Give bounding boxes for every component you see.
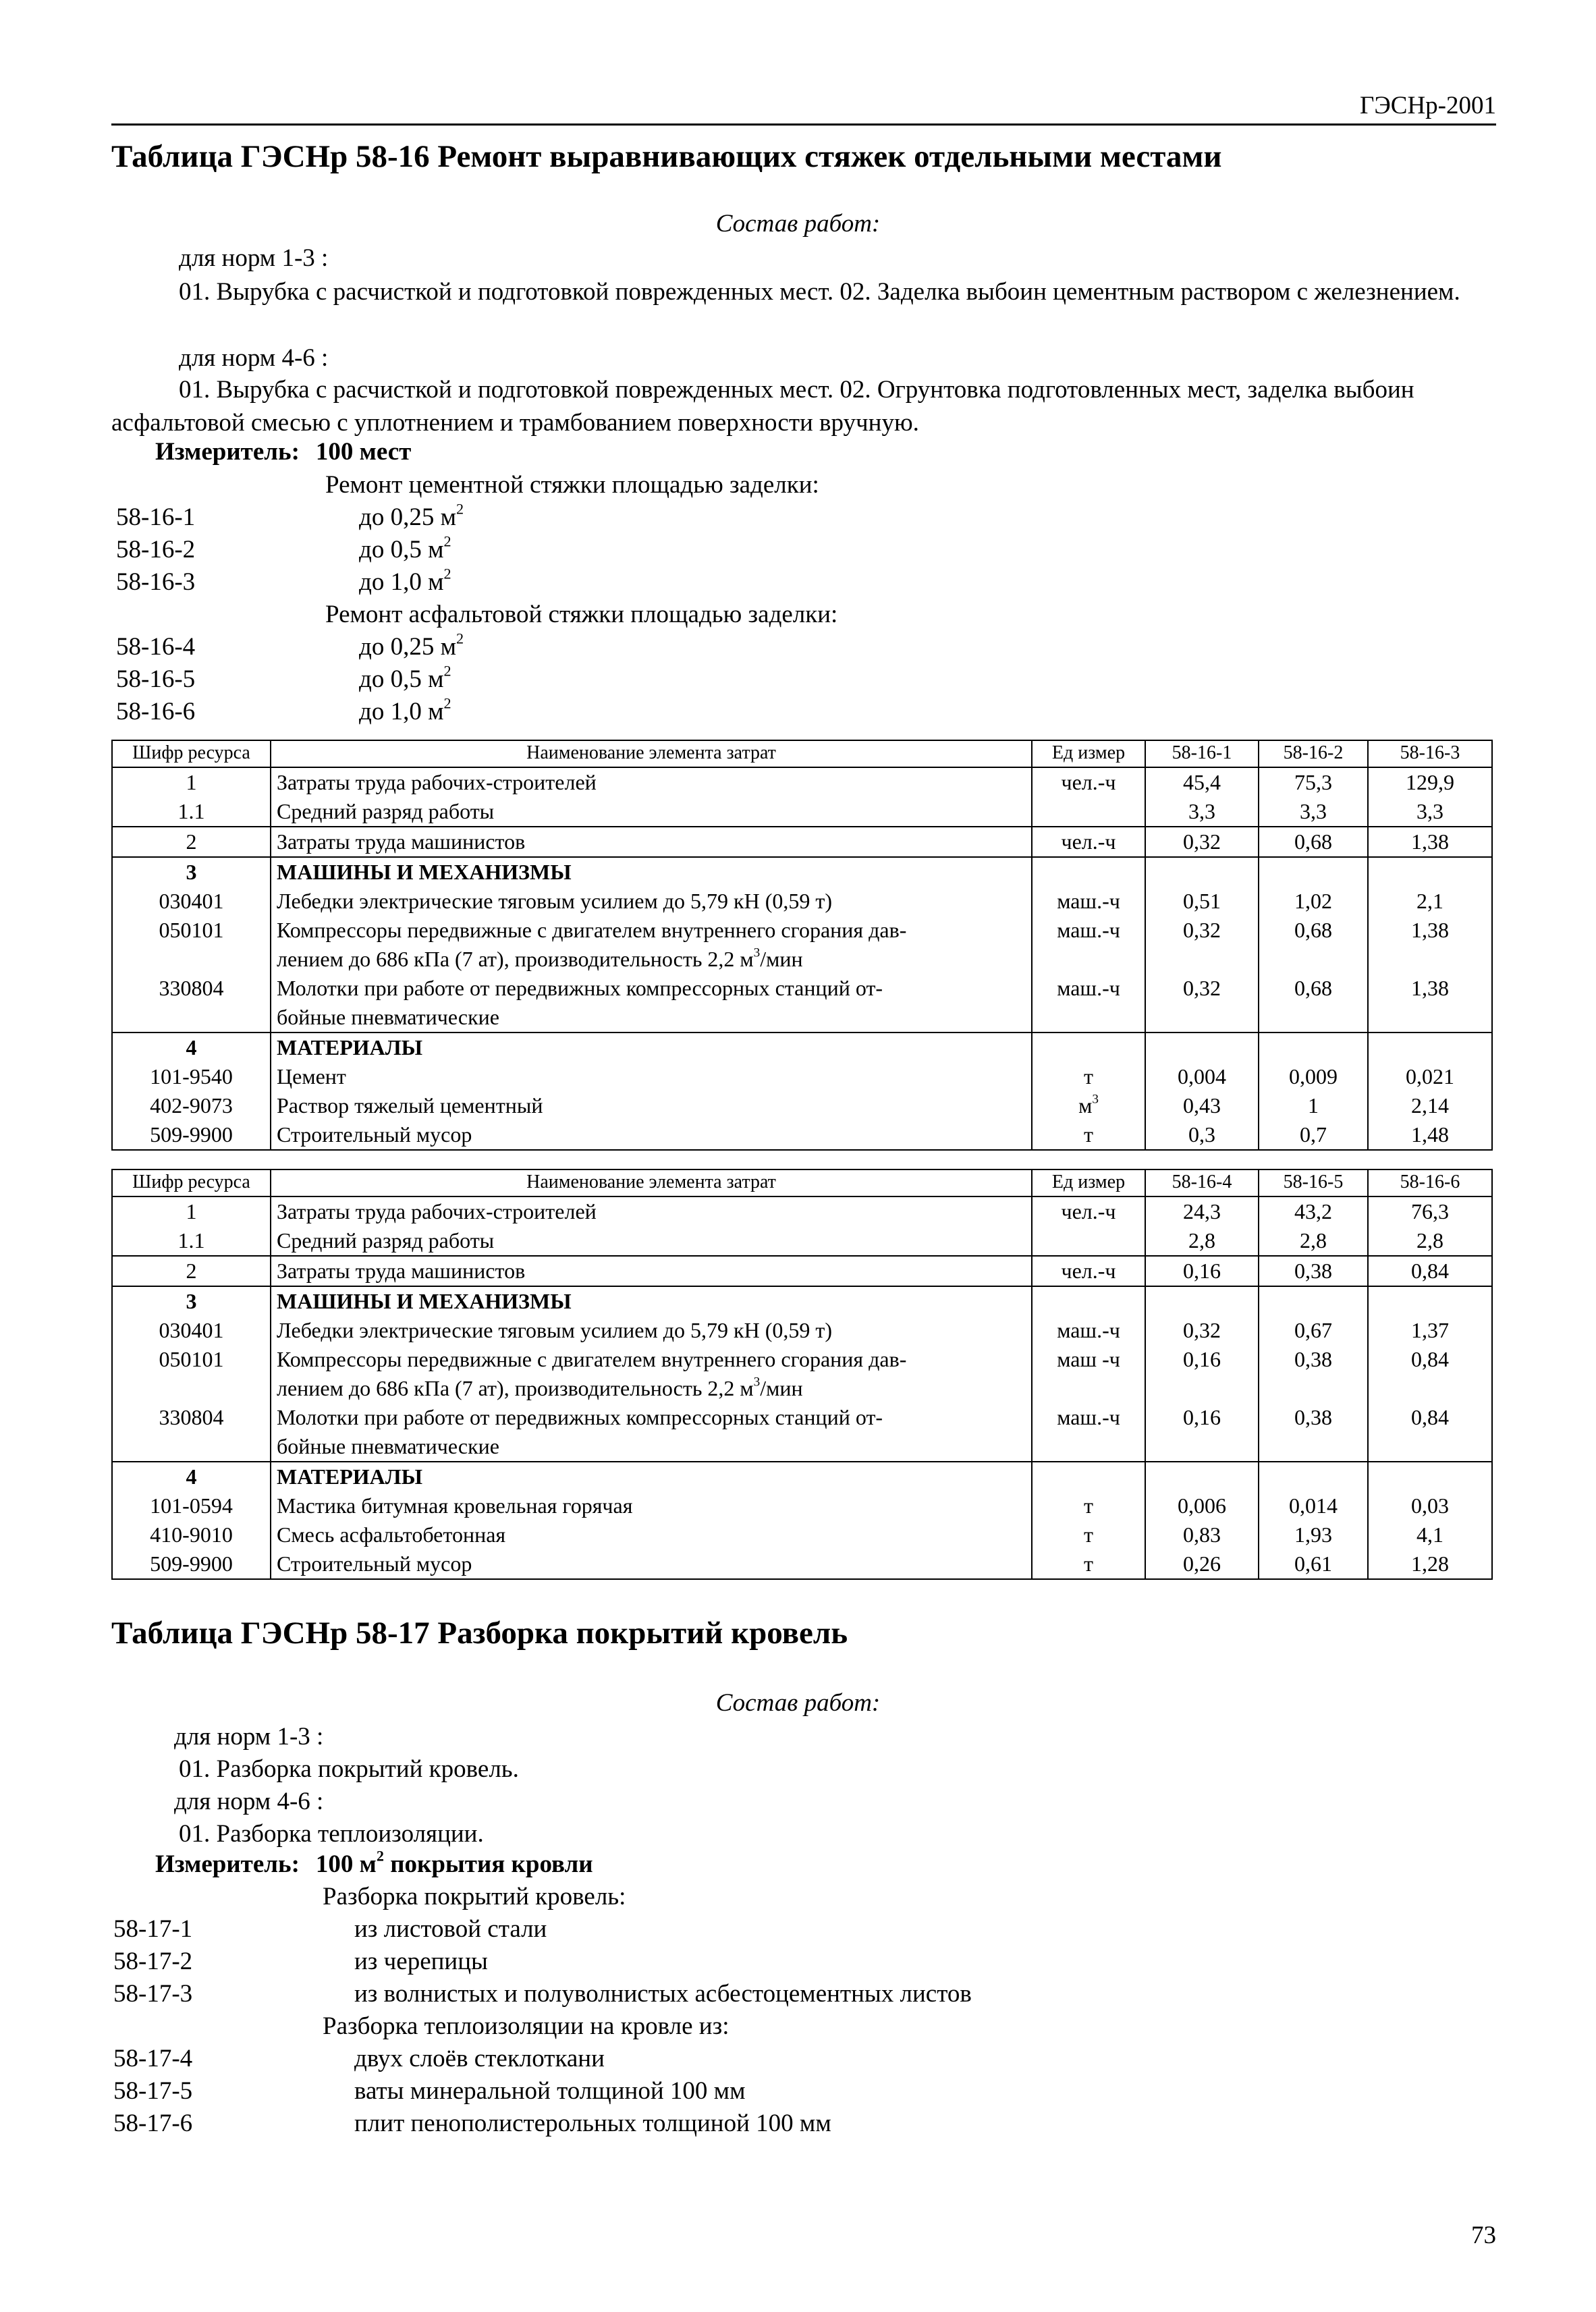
cell-name-line: бойные пневматические bbox=[277, 1434, 499, 1458]
section-title: МАШИНЫ И МЕХАНИЗМЫ bbox=[271, 1286, 1032, 1316]
cell-empty bbox=[1368, 857, 1492, 887]
col-header-norm: 58-16-4 bbox=[1145, 1169, 1259, 1196]
cell-code: 330804 bbox=[112, 1403, 271, 1462]
norm-code: 58-16-2 bbox=[116, 536, 196, 563]
measure-label: Измеритель: bbox=[155, 438, 300, 466]
cell-value: 0,16 bbox=[1145, 1345, 1259, 1403]
work-1-3-text bbox=[111, 275, 1496, 308]
norm-text: из черепицы bbox=[354, 1948, 488, 1975]
cell-code: 2 bbox=[112, 1256, 271, 1286]
norm-text-sup: 2 bbox=[443, 565, 451, 582]
cell-empty bbox=[1032, 1462, 1145, 1491]
cell-unit-text: м bbox=[1078, 1093, 1093, 1118]
cell-unit: чел.-ч bbox=[1032, 1256, 1145, 1286]
col-header-unit: Ед измер bbox=[1032, 1169, 1145, 1196]
cell-name: Лебедки электрические тяговым усилием до 5,79 кН (0,59 т) bbox=[271, 887, 1032, 916]
norm-code: 58-16-6 bbox=[116, 698, 196, 725]
cell-name: Смесь асфальтобетонная bbox=[271, 1520, 1032, 1549]
cell-name-line: Компрессоры передвижные с двигателем внутреннего сгорания дав- bbox=[277, 918, 907, 942]
cell-empty bbox=[1259, 1462, 1368, 1491]
cell-name: Строительный мусор bbox=[271, 1120, 1032, 1150]
norm-text-sup: 2 bbox=[443, 662, 451, 680]
norm-text-main: до 1,0 м bbox=[359, 568, 444, 596]
cell-value: 0,009 bbox=[1259, 1062, 1368, 1091]
norm-text-main: до 0,25 м bbox=[359, 503, 456, 531]
cell-unit: маш.-ч bbox=[1032, 974, 1145, 1033]
cell-name-text: лением до 686 кПа (7 ат), производительность 2,2 м bbox=[277, 947, 754, 971]
cell-code: 1 bbox=[112, 767, 271, 797]
col-header-norm: 58-16-1 bbox=[1145, 740, 1259, 767]
cell-name-sup: 3 bbox=[753, 1375, 761, 1389]
cell-value: 0,38 bbox=[1259, 1256, 1368, 1286]
cell-value: 0,3 bbox=[1145, 1120, 1259, 1150]
cell-name: Затраты труда машинистов bbox=[271, 1256, 1032, 1286]
cell-code: 509-9900 bbox=[112, 1120, 271, 1150]
cell-value: 4,1 bbox=[1368, 1520, 1492, 1549]
cell-unit: т bbox=[1032, 1062, 1145, 1091]
work-4-6-text bbox=[111, 373, 1496, 439]
cell-code: 330804 bbox=[112, 974, 271, 1033]
cell-value: 0,84 bbox=[1368, 1403, 1492, 1462]
cell-value: 2,8 bbox=[1368, 1226, 1492, 1256]
cell-value: 1,48 bbox=[1368, 1120, 1492, 1150]
table-row bbox=[112, 1062, 1492, 1091]
cell-value: 0,004 bbox=[1145, 1062, 1259, 1091]
group-insulation-title: Разборка теплоизоляции на кровле из: bbox=[323, 2012, 730, 2040]
cell-code: 050101 bbox=[112, 916, 271, 974]
cell-unit: маш.-ч bbox=[1032, 916, 1145, 974]
col-header-name: Наименование элемента затрат bbox=[271, 740, 1032, 767]
cell-value: 1 bbox=[1259, 1091, 1368, 1120]
measure-line bbox=[155, 1847, 593, 1879]
cell-value: 3,3 bbox=[1145, 797, 1259, 827]
work-4-6-content: 01. Вырубка с расчисткой и подготовкой поврежденных мест. 02. Огрунтовка подготовленных мест, заделка выбоин асфальтовой смесью с уплотнением и трамбованием поверхности вручную. bbox=[111, 376, 1414, 437]
cell-unit bbox=[1032, 1226, 1145, 1256]
cell-value: 0,26 bbox=[1145, 1549, 1259, 1579]
cell-name-end: /мин bbox=[760, 1376, 803, 1400]
cell-value: 0,32 bbox=[1145, 1316, 1259, 1345]
cell-code: 1.1 bbox=[112, 1226, 271, 1256]
cell-name-line: Компрессоры передвижные с двигателем внутреннего сгорания дав- bbox=[277, 1347, 907, 1371]
cell-name bbox=[271, 974, 1032, 1033]
norm-code: 58-17-2 bbox=[113, 1948, 193, 1975]
work-1-3-content: 01. Вырубка с расчисткой и подготовкой поврежденных мест. 02. Заделка выбоин цементным раствором с железнением. bbox=[179, 278, 1460, 306]
table-row bbox=[112, 1345, 1492, 1403]
measure-value: 100 мест bbox=[315, 438, 412, 466]
cell-unit: чел.-ч bbox=[1032, 767, 1145, 797]
table-row bbox=[112, 1549, 1492, 1579]
cell-value: 24,3 bbox=[1145, 1196, 1259, 1226]
col-header-code: Шифр ресурса bbox=[112, 740, 271, 767]
cell-name: Лебедки электрические тяговым усилием до 5,79 кН (0,59 т) bbox=[271, 1316, 1032, 1345]
cell-code: 101-0594 bbox=[112, 1491, 271, 1520]
cell-unit: маш.-ч bbox=[1032, 887, 1145, 916]
table-row bbox=[112, 1403, 1492, 1462]
cell-name bbox=[271, 916, 1032, 974]
cell-value: 0,68 bbox=[1259, 827, 1368, 857]
col-header-norm: 58-16-2 bbox=[1259, 740, 1368, 767]
measure-sup: 2 bbox=[376, 1847, 384, 1865]
cell-empty bbox=[1259, 1033, 1368, 1062]
cell-empty bbox=[1145, 1462, 1259, 1491]
measure-label: Измеритель: bbox=[155, 1850, 300, 1878]
cell-value: 2,1 bbox=[1368, 887, 1492, 916]
measure-line bbox=[155, 437, 411, 466]
table-row bbox=[112, 767, 1492, 797]
cell-code: 1.1 bbox=[112, 797, 271, 827]
table-section-row bbox=[112, 1286, 1492, 1316]
cell-name-line bbox=[277, 945, 1026, 974]
table-section-row bbox=[112, 1033, 1492, 1062]
cell-empty bbox=[1368, 1462, 1492, 1491]
norm-code: 58-17-6 bbox=[113, 2110, 193, 2137]
cell-code: 410-9010 bbox=[112, 1520, 271, 1549]
group-cement-title: Ремонт цементной стяжки площадью заделки: bbox=[325, 471, 819, 499]
table-row bbox=[112, 1091, 1492, 1120]
norm-text bbox=[359, 500, 464, 532]
table-58-16-title: Таблица ГЭСНр 58-16 Ремонт выравнивающих стяжек отдельными местами bbox=[111, 139, 1222, 174]
work-composition-title: Состав работ: bbox=[715, 210, 881, 238]
group-asphalt-title: Ремонт асфальтовой стяжки площадью заделки: bbox=[325, 601, 838, 628]
norm-text-main: до 0,5 м bbox=[359, 536, 444, 563]
cell-unit: маш.-ч bbox=[1032, 1316, 1145, 1345]
norm-text: из листовой стали bbox=[354, 1915, 547, 1943]
cell-name: Мастика битумная кровельная горячая bbox=[271, 1491, 1032, 1520]
cell-value: 3,3 bbox=[1259, 797, 1368, 827]
col-header-unit: Ед измер bbox=[1032, 740, 1145, 767]
cell-name: Строительный мусор bbox=[271, 1549, 1032, 1579]
norm-text bbox=[359, 694, 451, 726]
cell-value: 1,38 bbox=[1368, 827, 1492, 857]
page-number: 73 bbox=[1471, 2222, 1496, 2249]
cell-code: 4 bbox=[112, 1033, 271, 1062]
cell-value: 75,3 bbox=[1259, 767, 1368, 797]
cell-unit: маш -ч bbox=[1032, 1345, 1145, 1403]
col-header-name: Наименование элемента затрат bbox=[271, 1169, 1032, 1196]
cell-value: 76,3 bbox=[1368, 1196, 1492, 1226]
resource-table-58-16-4-6 bbox=[111, 1169, 1493, 1580]
table-row bbox=[112, 1256, 1492, 1286]
norm-text bbox=[359, 565, 451, 597]
cell-value: 1,38 bbox=[1368, 974, 1492, 1033]
cell-value: 2,8 bbox=[1259, 1226, 1368, 1256]
cell-unit: т bbox=[1032, 1491, 1145, 1520]
cell-value: 0,38 bbox=[1259, 1345, 1368, 1403]
cell-value: 0,16 bbox=[1145, 1403, 1259, 1462]
cell-value: 0,84 bbox=[1368, 1345, 1492, 1403]
cell-value: 0,03 bbox=[1368, 1491, 1492, 1520]
norm-code: 58-16-4 bbox=[116, 633, 196, 661]
cell-code: 101-9540 bbox=[112, 1062, 271, 1091]
col-header-norm: 58-16-3 bbox=[1368, 740, 1492, 767]
cell-value: 2,8 bbox=[1145, 1226, 1259, 1256]
cell-value: 0,68 bbox=[1259, 974, 1368, 1033]
cell-unit: т bbox=[1032, 1549, 1145, 1579]
cell-name-end: /мин bbox=[760, 947, 803, 971]
work-4-6-text: 01. Разборка теплоизоляции. bbox=[179, 1820, 484, 1848]
norms-4-6-label: для норм 4-6 : bbox=[179, 344, 329, 372]
cell-value: 0,006 bbox=[1145, 1491, 1259, 1520]
section-title: МАТЕРИАЛЫ bbox=[271, 1033, 1032, 1062]
work-1-3-text: 01. Разборка покрытий кровель. bbox=[179, 1755, 519, 1783]
cell-code: 2 bbox=[112, 827, 271, 857]
norm-text: плит пенополистерольных толщиной 100 мм bbox=[354, 2110, 831, 2137]
norm-text-main: до 0,5 м bbox=[359, 665, 444, 693]
table-row bbox=[112, 1196, 1492, 1226]
cell-name-line: Молотки при работе от передвижных компрессорных станций от- bbox=[277, 1405, 883, 1429]
section-title: МАТЕРИАЛЫ bbox=[271, 1462, 1032, 1491]
norm-text-main: до 1,0 м bbox=[359, 698, 444, 725]
cell-empty bbox=[1145, 1033, 1259, 1062]
col-header-norm: 58-16-5 bbox=[1259, 1169, 1368, 1196]
norm-text: из волнистых и полуволнистых асбестоцементных листов bbox=[354, 1980, 972, 2008]
norm-code: 58-17-4 bbox=[113, 2045, 193, 2072]
table-row bbox=[112, 797, 1492, 827]
measure-value: 100 м bbox=[315, 1850, 377, 1878]
norm-text-main: до 0,25 м bbox=[359, 633, 456, 661]
cell-name bbox=[271, 1403, 1032, 1462]
cell-name bbox=[271, 1345, 1032, 1403]
cell-name: Средний разряд работы bbox=[271, 797, 1032, 827]
cell-value: 0,021 bbox=[1368, 1062, 1492, 1091]
cell-name: Затраты труда машинистов bbox=[271, 827, 1032, 857]
cell-unit: т bbox=[1032, 1120, 1145, 1150]
cell-name: Раствор тяжелый цементный bbox=[271, 1091, 1032, 1120]
cell-value: 1,28 bbox=[1368, 1549, 1492, 1579]
cell-empty bbox=[1032, 857, 1145, 887]
cell-value: 2,14 bbox=[1368, 1091, 1492, 1120]
table-header-row bbox=[112, 740, 1492, 767]
cell-code: 030401 bbox=[112, 1316, 271, 1345]
cell-value: 0,61 bbox=[1259, 1549, 1368, 1579]
cell-empty bbox=[1032, 1286, 1145, 1316]
document-code: ГЭСНр-2001 bbox=[1359, 92, 1496, 119]
norm-code: 58-16-1 bbox=[116, 503, 196, 531]
table-row bbox=[112, 1491, 1492, 1520]
group-roof-title: Разборка покрытий кровель: bbox=[323, 1883, 626, 1910]
cell-name: Средний разряд работы bbox=[271, 1226, 1032, 1256]
cell-value: 1,93 bbox=[1259, 1520, 1368, 1549]
table-row bbox=[112, 916, 1492, 974]
cell-value: 0,32 bbox=[1145, 827, 1259, 857]
cell-empty bbox=[1368, 1033, 1492, 1062]
cell-unit: чел.-ч bbox=[1032, 827, 1145, 857]
cell-value: 129,9 bbox=[1368, 767, 1492, 797]
norm-code: 58-16-5 bbox=[116, 665, 196, 693]
cell-value: 0,32 bbox=[1145, 974, 1259, 1033]
cell-empty bbox=[1368, 1286, 1492, 1316]
cell-value: 0,51 bbox=[1145, 887, 1259, 916]
cell-code: 3 bbox=[112, 857, 271, 887]
cell-value: 0,67 bbox=[1259, 1316, 1368, 1345]
norms-1-3-label: для норм 1-3 : bbox=[179, 244, 329, 272]
cell-name: Затраты труда рабочих-строителей bbox=[271, 767, 1032, 797]
table-row bbox=[112, 1520, 1492, 1549]
cell-value: 43,2 bbox=[1259, 1196, 1368, 1226]
norm-code: 58-17-1 bbox=[113, 1915, 193, 1943]
cell-code: 1 bbox=[112, 1196, 271, 1226]
norm-text: двух слоёв стеклоткани bbox=[354, 2045, 605, 2072]
cell-value: 0,84 bbox=[1368, 1256, 1492, 1286]
norm-text-sup: 2 bbox=[443, 694, 451, 712]
table-row bbox=[112, 887, 1492, 916]
cell-name-line: Молотки при работе от передвижных компрессорных станций от- bbox=[277, 976, 883, 1000]
cell-code: 4 bbox=[112, 1462, 271, 1491]
cell-unit bbox=[1032, 797, 1145, 827]
cell-name: Цемент bbox=[271, 1062, 1032, 1091]
cell-value: 0,43 bbox=[1145, 1091, 1259, 1120]
table-row bbox=[112, 974, 1492, 1033]
cell-value: 0,16 bbox=[1145, 1256, 1259, 1286]
cell-empty bbox=[1145, 857, 1259, 887]
cell-value: 1,02 bbox=[1259, 887, 1368, 916]
norm-text bbox=[359, 632, 464, 661]
cell-name-text: лением до 686 кПа (7 ат), производительность 2,2 м bbox=[277, 1376, 754, 1400]
cell-value: 3,3 bbox=[1368, 797, 1492, 827]
cell-value: 0,68 bbox=[1259, 916, 1368, 974]
cell-name-line bbox=[277, 1374, 1026, 1403]
cell-value: 0,32 bbox=[1145, 916, 1259, 974]
norm-code: 58-17-3 bbox=[113, 1980, 193, 2008]
cell-code: 509-9900 bbox=[112, 1549, 271, 1579]
table-58-17-title: Таблица ГЭСНр 58-17 Разборка покрытий кровель bbox=[111, 1616, 848, 1651]
table-row bbox=[112, 1120, 1492, 1150]
table-row bbox=[112, 1316, 1492, 1345]
header-rule bbox=[111, 123, 1496, 126]
norm-text-sup: 2 bbox=[443, 532, 451, 550]
table-row bbox=[112, 1226, 1492, 1256]
norms-1-3-label: для норм 1-3 : bbox=[174, 1723, 324, 1751]
cell-value: 0,014 bbox=[1259, 1491, 1368, 1520]
cell-code: 050101 bbox=[112, 1345, 271, 1403]
cell-value: 0,7 bbox=[1259, 1120, 1368, 1150]
cell-value: 1,38 bbox=[1368, 916, 1492, 974]
col-header-norm: 58-16-6 bbox=[1368, 1169, 1492, 1196]
cell-unit-sup: 3 bbox=[1092, 1092, 1099, 1107]
cell-value: 1,37 bbox=[1368, 1316, 1492, 1345]
table-header-row bbox=[112, 1169, 1492, 1196]
work-composition-title: Состав работ: bbox=[715, 1689, 881, 1717]
resource-table-58-16-1-3 bbox=[111, 740, 1493, 1151]
table-section-row bbox=[112, 1462, 1492, 1491]
norm-text bbox=[359, 532, 451, 564]
cell-empty bbox=[1259, 857, 1368, 887]
cell-name-sup: 3 bbox=[753, 945, 761, 960]
section-title: МАШИНЫ И МЕХАНИЗМЫ bbox=[271, 857, 1032, 887]
col-header-code: Шифр ресурса bbox=[112, 1169, 271, 1196]
cell-code: 3 bbox=[112, 1286, 271, 1316]
cell-unit bbox=[1032, 1091, 1145, 1120]
cell-code: 030401 bbox=[112, 887, 271, 916]
table-row bbox=[112, 827, 1492, 857]
norm-text: ваты минеральной толщиной 100 мм bbox=[354, 2077, 746, 2105]
cell-value: 0,38 bbox=[1259, 1403, 1368, 1462]
cell-empty bbox=[1259, 1286, 1368, 1316]
norms-4-6-label: для норм 4-6 : bbox=[174, 1788, 324, 1815]
norm-code: 58-16-3 bbox=[116, 568, 196, 596]
norm-text bbox=[359, 662, 451, 694]
cell-code: 402-9073 bbox=[112, 1091, 271, 1120]
norm-code: 58-17-5 bbox=[113, 2077, 193, 2105]
cell-empty bbox=[1145, 1286, 1259, 1316]
cell-unit: чел.-ч bbox=[1032, 1196, 1145, 1226]
cell-name: Затраты труда рабочих-строителей bbox=[271, 1196, 1032, 1226]
measure-end: покрытия кровли bbox=[383, 1850, 593, 1878]
cell-unit: маш.-ч bbox=[1032, 1403, 1145, 1462]
cell-value: 45,4 bbox=[1145, 767, 1259, 797]
cell-unit: т bbox=[1032, 1520, 1145, 1549]
cell-name-line: бойные пневматические bbox=[277, 1005, 499, 1029]
norm-text-sup: 2 bbox=[456, 630, 464, 647]
cell-empty bbox=[1032, 1033, 1145, 1062]
cell-value: 0,83 bbox=[1145, 1520, 1259, 1549]
table-section-row bbox=[112, 857, 1492, 887]
norm-text-sup: 2 bbox=[456, 500, 464, 518]
